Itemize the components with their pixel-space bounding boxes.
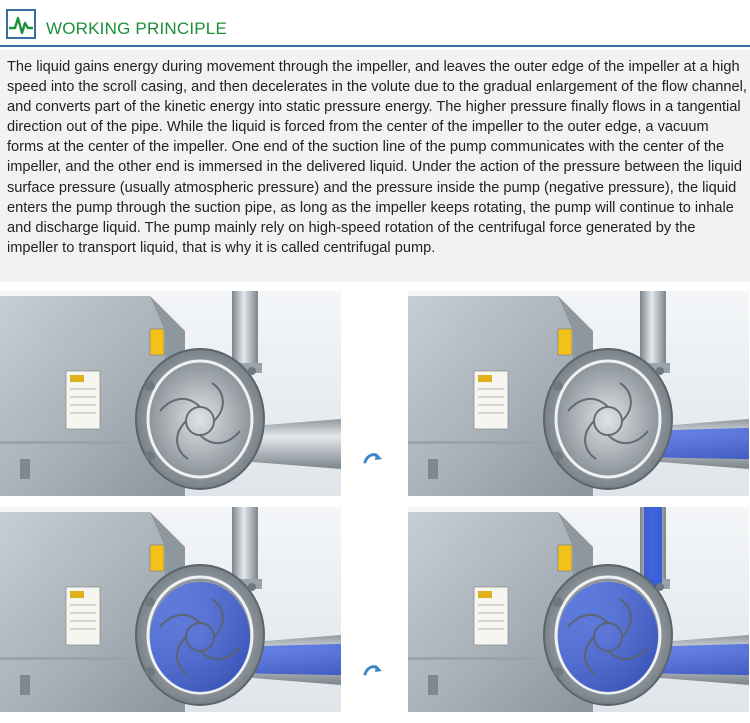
pump-stage-panel-4: [408, 507, 749, 712]
pump-stage-panel-2: [408, 291, 749, 496]
header-divider: [0, 45, 750, 47]
pulse-logo-icon: [6, 9, 36, 39]
curved-arrow-icon: [363, 451, 383, 465]
description-block: [0, 50, 750, 282]
section-title: WORKING PRINCIPLE: [46, 19, 227, 38]
section-header: [0, 0, 750, 46]
pump-stage-panel-1: [0, 291, 341, 496]
working-principle-paragraph: The liquid gains energy during movement through the impeller, and leaves the outer edge of the impeller at a high speed into the scroll casing, and then decelerates in the volute due to the gradual enlargement of the flow channel, and converts part of the kinetic energy into static pressure energy. The higher pressure finally flows in a tangential direction out of the pipe. While the liquid is forced from the center of the impeller to the outer edge, a vacuum forms at the center of the impeller. One end of the suction line of the pump communicates with the center of the impeller, and the other end is immersed in the delivered liquid. Under the action of the pressure between the liquid surface pressure (usually atmospheric pressure) and the pressure inside the pump (negative pressure), the liquid enters the pump through the suction pipe, as long as the impeller keeps rotating, the pump will continue to inhale and discharge liquid. The pump mainly rely on high-speed rotation of the centrifugal force generated by the impeller to transport liquid, that is why it is called centrifugal pump.: [7, 59, 747, 256]
curved-arrow-icon: [363, 663, 383, 677]
pump-stage-panel-3: [0, 507, 341, 712]
